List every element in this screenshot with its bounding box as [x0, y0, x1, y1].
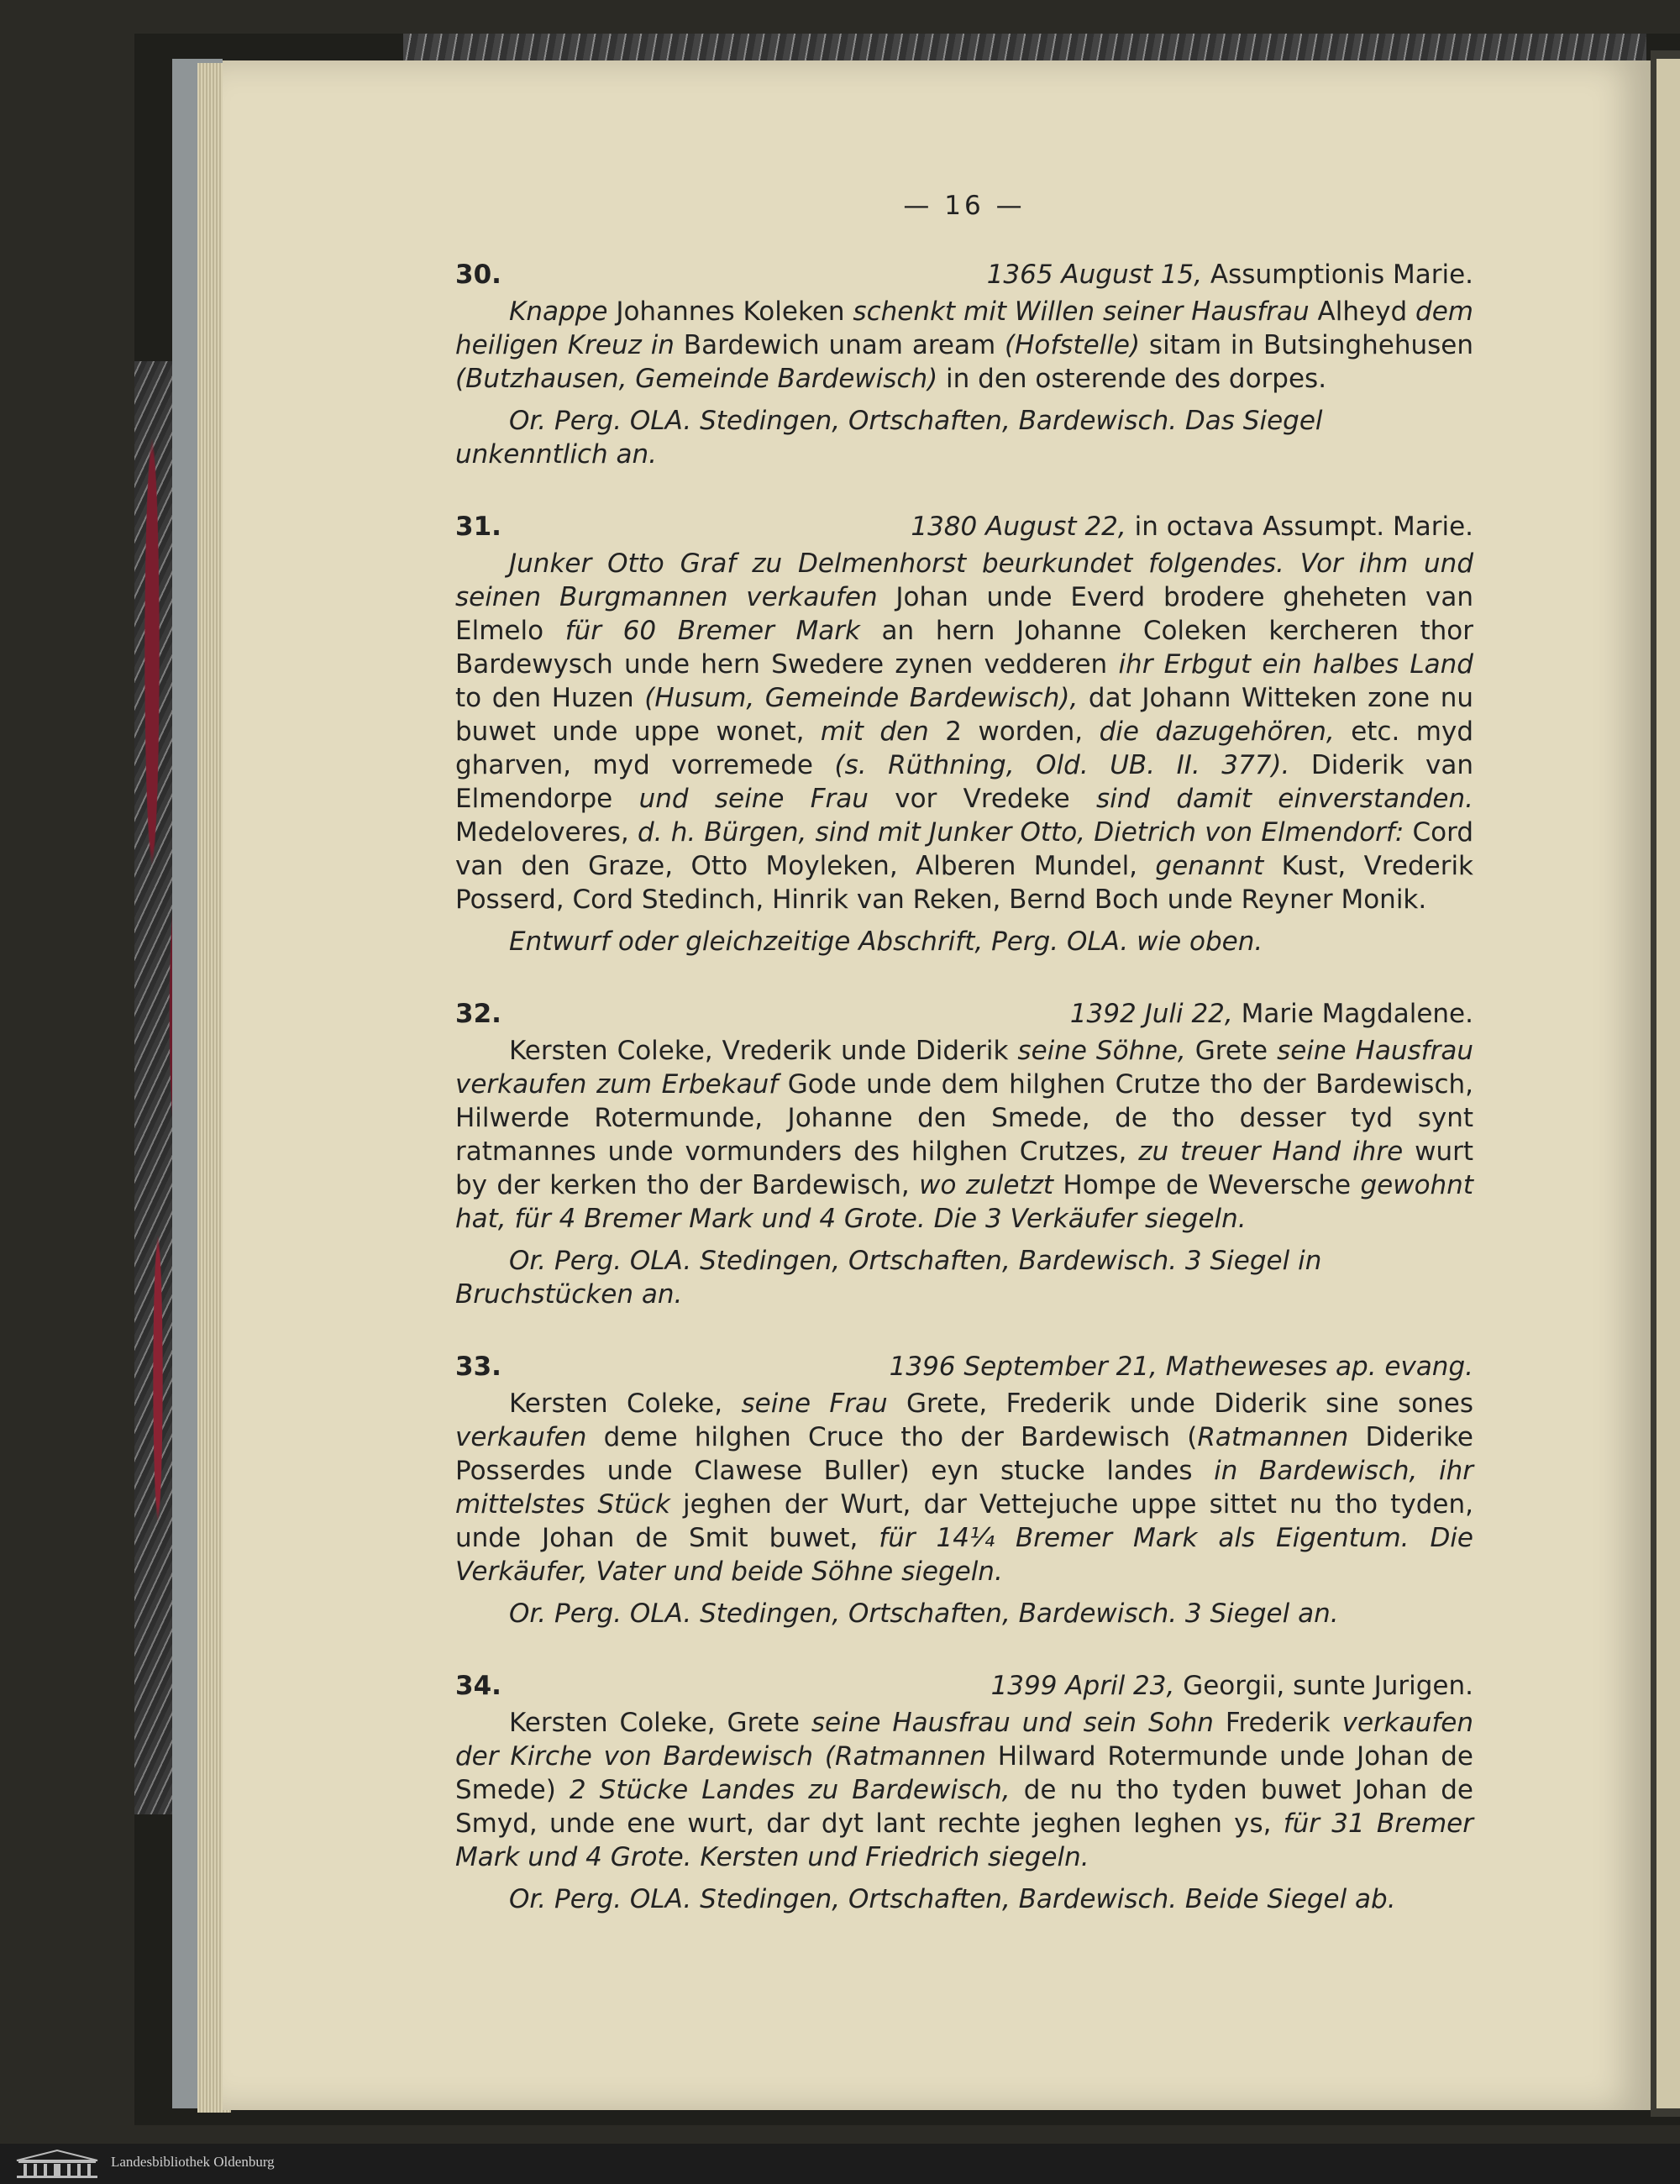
entry-header [455, 258, 1473, 291]
entry-feast-day: Assumptionis Marie. [1202, 260, 1473, 290]
entry-body-segment: wurt by der kerken tho der Bardewisch, [455, 1137, 1473, 1200]
page-content [455, 189, 1473, 1955]
entry-date-line [1070, 997, 1473, 1031]
entry-body-segment: Grete [1185, 1036, 1278, 1066]
entry-source-note: Entwurf oder gleichzeitige Abschrift, Perg. OLA. wie oben. [509, 927, 1263, 957]
entry-source-note: Or. Perg. OLA. Stedingen, Ortschaften, Bardewisch. Das Siegel unkenntlich an. [455, 406, 1323, 470]
entry-body-segment: genannt [1155, 851, 1264, 881]
entry-date-line [890, 1350, 1473, 1383]
entry-body-segment: Kust, Vrederik Posserd, Cord Stedinch, Hinrik van Reken, Bernd Boch unde Reyner Monik. [455, 851, 1474, 915]
footer-library-name: Landesbibliothek Oldenburg [111, 2154, 275, 2170]
entry-body-segment: seine Frau [741, 1389, 888, 1419]
entry-date: 1365 August 15, [986, 260, 1203, 290]
entry-body-segment: Hilward Rotermunde unde Johan de Smede) [455, 1741, 1474, 1805]
entry-body-segment: an hern Johanne Coleken kercheren thor Bardewysch unde hern Swedere zynen vedderen [455, 616, 1474, 680]
document-entry [455, 1669, 1473, 1916]
entry-date-line [987, 258, 1473, 291]
entry-feast-day: Marie Magdalene. [1232, 999, 1473, 1029]
entry-body [455, 1387, 1473, 1588]
entry-body-segment: Hompe de Weversche [1053, 1170, 1361, 1200]
entry-body-segment: die dazugehören, [1099, 717, 1335, 747]
entry-body-segment: mit den [820, 717, 929, 747]
entry-date-line [911, 510, 1473, 543]
entry-body-segment: für 31 Bremer Mark und 4 Grote. Kersten und Friedrich siegeln. [455, 1809, 1473, 1872]
entry-body-segment: 2 worden, [928, 717, 1100, 747]
entry-body-segment: Knappe [509, 297, 608, 327]
entry-body-segment: seine Söhne, [1017, 1036, 1186, 1066]
entry-date: 1396 September 21, Matheweses ap. evang. [889, 1352, 1473, 1382]
entry-body-segment: Medeloveres, [455, 817, 638, 848]
entry-date: 1392 Juli 22, [1069, 999, 1233, 1029]
document-entry [455, 258, 1473, 471]
entry-body-segment: d. h. Bürgen, sind mit Junker Otto, Dietrich von Elmendorf: [637, 817, 1404, 848]
entry-body-segment: in Bardewisch, ihr mittelstes Stück [455, 1456, 1473, 1520]
document-entry [455, 1350, 1473, 1630]
entry-body-segment: deme hilghen Cruce tho der Bardewisch ( [586, 1422, 1198, 1452]
entry-body-segment: Kersten Coleke, Grete [509, 1708, 811, 1738]
entry-number: 34. [455, 1671, 501, 1701]
entry-header [455, 997, 1473, 1031]
entry-body-segment: Bardewich unam aream [674, 330, 1005, 360]
entry-feast-day: Georgii, sunte Jurigen. [1174, 1671, 1473, 1701]
document-entry [455, 997, 1473, 1311]
entry-body-segment: für 60 Bremer Mark [564, 616, 860, 646]
entry-body-segment: schenkt mit Willen seiner Hausfrau [853, 297, 1310, 327]
entry-number: 31. [455, 512, 501, 542]
entry-header [455, 1669, 1473, 1703]
entry-body-segment: in den osterende des dorpes. [937, 364, 1327, 394]
entry-body-segment: Johan unde Everd brodere gheheten van Elmelo [455, 582, 1474, 646]
entries-list [455, 258, 1473, 1916]
entry-body-segment: (Hofstelle) [1005, 330, 1141, 360]
entry-body-segment: 2 Stücke Landes zu Bardewisch, [569, 1775, 1011, 1805]
entry-body-segment: Grete, Frederik unde Diderik sine sones [887, 1389, 1474, 1419]
entry-body-segment: zu treuer Hand ihre [1138, 1137, 1404, 1167]
entry-body-segment: Diderike Posserdes unde Clawese Buller) eyn stucke landes [455, 1422, 1473, 1486]
entry-body-segment: Diderik van Elmendorpe [455, 750, 1473, 814]
entry-body-segment: Johannes Koleken [607, 297, 853, 327]
entry-date-line [991, 1669, 1473, 1703]
entry-number: 32. [455, 999, 501, 1029]
entry-body-segment: seine Hausfrau und sein Sohn [811, 1708, 1214, 1738]
entry-date: 1380 August 22, [911, 512, 1126, 542]
entry-body-segment: dem heiligen Kreuz in [455, 297, 1473, 360]
entry-body-segment: verkaufen der Kirche von Bardewisch (Ratmannen [455, 1708, 1473, 1772]
entry-body-segment: de nu tho tyden buwet Johan de Smyd, unde ene wurt, dar dyt lant rechte jeghen leghen ys, [455, 1775, 1473, 1839]
footer-bar [0, 2144, 1680, 2184]
entry-body-segment: ihr Erbgut ein halbes Land [1118, 649, 1473, 680]
entry-source-note: Or. Perg. OLA. Stedingen, Ortschaften, Bardewisch. 3 Siegel in Bruchstücken an. [455, 1246, 1322, 1310]
entry-body-segment: sind damit einverstanden. [1095, 784, 1473, 814]
document-entry [455, 510, 1473, 958]
entry-body-segment: Kersten Coleke, [509, 1389, 742, 1419]
entry-body-segment: dat Johann Witteken zone nu buwet unde uppe wonet, [455, 683, 1474, 747]
entry-body-segment: Cord van den Graze, Otto Moyleken, Alberen Mundel, [455, 817, 1473, 881]
entry-number: 30. [455, 260, 501, 290]
entry-body-segment: jeghen der Wurt, dar Vettejuche uppe sittet nu tho tyden, unde Johan de Smit buwet, [455, 1489, 1473, 1553]
entry-body-segment: verkaufen [455, 1422, 587, 1452]
entry-body-segment: seine Hausfrau verkaufen zum Erbekauf [455, 1036, 1473, 1100]
library-building-icon [13, 2149, 101, 2179]
entry-number: 33. [455, 1352, 501, 1382]
entry-body-segment: etc. myd gharven, myd vorremede [455, 717, 1473, 780]
next-page-edge [1656, 59, 1680, 2108]
entry-body-segment: (Husum, Gemeinde Bardewisch), [644, 683, 1079, 713]
entry-header [455, 510, 1473, 543]
entry-source-note: Or. Perg. OLA. Stedingen, Ortschaften, Bardewisch. 3 Siegel an. [509, 1599, 1339, 1629]
page-number: — 16 — [903, 191, 1026, 221]
entry-body-segment: Frederik [1213, 1708, 1342, 1738]
entry-body-segment: Gode unde dem hilghen Crutze tho der Bardewisch, Hilwerde Rotermunde, Johanne den Smede, de tho desser tyd synt ratmannes unde vormunders des hilghen Crutzes, [455, 1069, 1473, 1167]
entry-date: 1399 April 23, [990, 1671, 1175, 1701]
entry-body-segment: und seine Frau [638, 784, 869, 814]
entry-body-segment: vor Vredeke [868, 784, 1096, 814]
entry-body-segment: Ratmannen [1197, 1422, 1349, 1452]
entry-body [455, 547, 1473, 916]
entry-body [455, 1034, 1473, 1236]
entry-source-note: Or. Perg. OLA. Stedingen, Ortschaften, Bardewisch. Beide Siegel ab. [509, 1884, 1396, 1914]
entry-body-segment: Junker Otto Graf zu Delmenhorst beurkundet folgendes. Vor ihm und seinen Burgmannen verkaufen [455, 549, 1473, 612]
entry-header [455, 1350, 1473, 1383]
entry-body-segment: Alheyd [1309, 297, 1416, 327]
entry-body-segment: für 14¼ Bremer Mark als Eigentum. Die Verkäufer, Vater und beide Söhne siegeln. [455, 1523, 1473, 1587]
entry-body-segment: Kersten Coleke, Vrederik unde Diderik [509, 1036, 1018, 1066]
entry-body [455, 295, 1473, 396]
entry-body-segment: sitam in Butsinghehusen [1140, 330, 1474, 360]
entry-body-segment: to den Huzen [455, 683, 645, 713]
entry-body-segment: wo zuletzt [919, 1170, 1054, 1200]
entry-body-segment: gewohnt hat, für 4 Bremer Mark und 4 Grote. Die 3 Verkäufer siegeln. [455, 1170, 1473, 1234]
entry-body-segment: (Butzhausen, Gemeinde Bardewisch) [455, 364, 938, 394]
entry-feast-day: in octava Assumpt. Marie. [1126, 512, 1473, 542]
entry-body [455, 1706, 1473, 1874]
entry-body-segment: (s. Rüthning, Old. UB. II. 377). [834, 750, 1290, 780]
